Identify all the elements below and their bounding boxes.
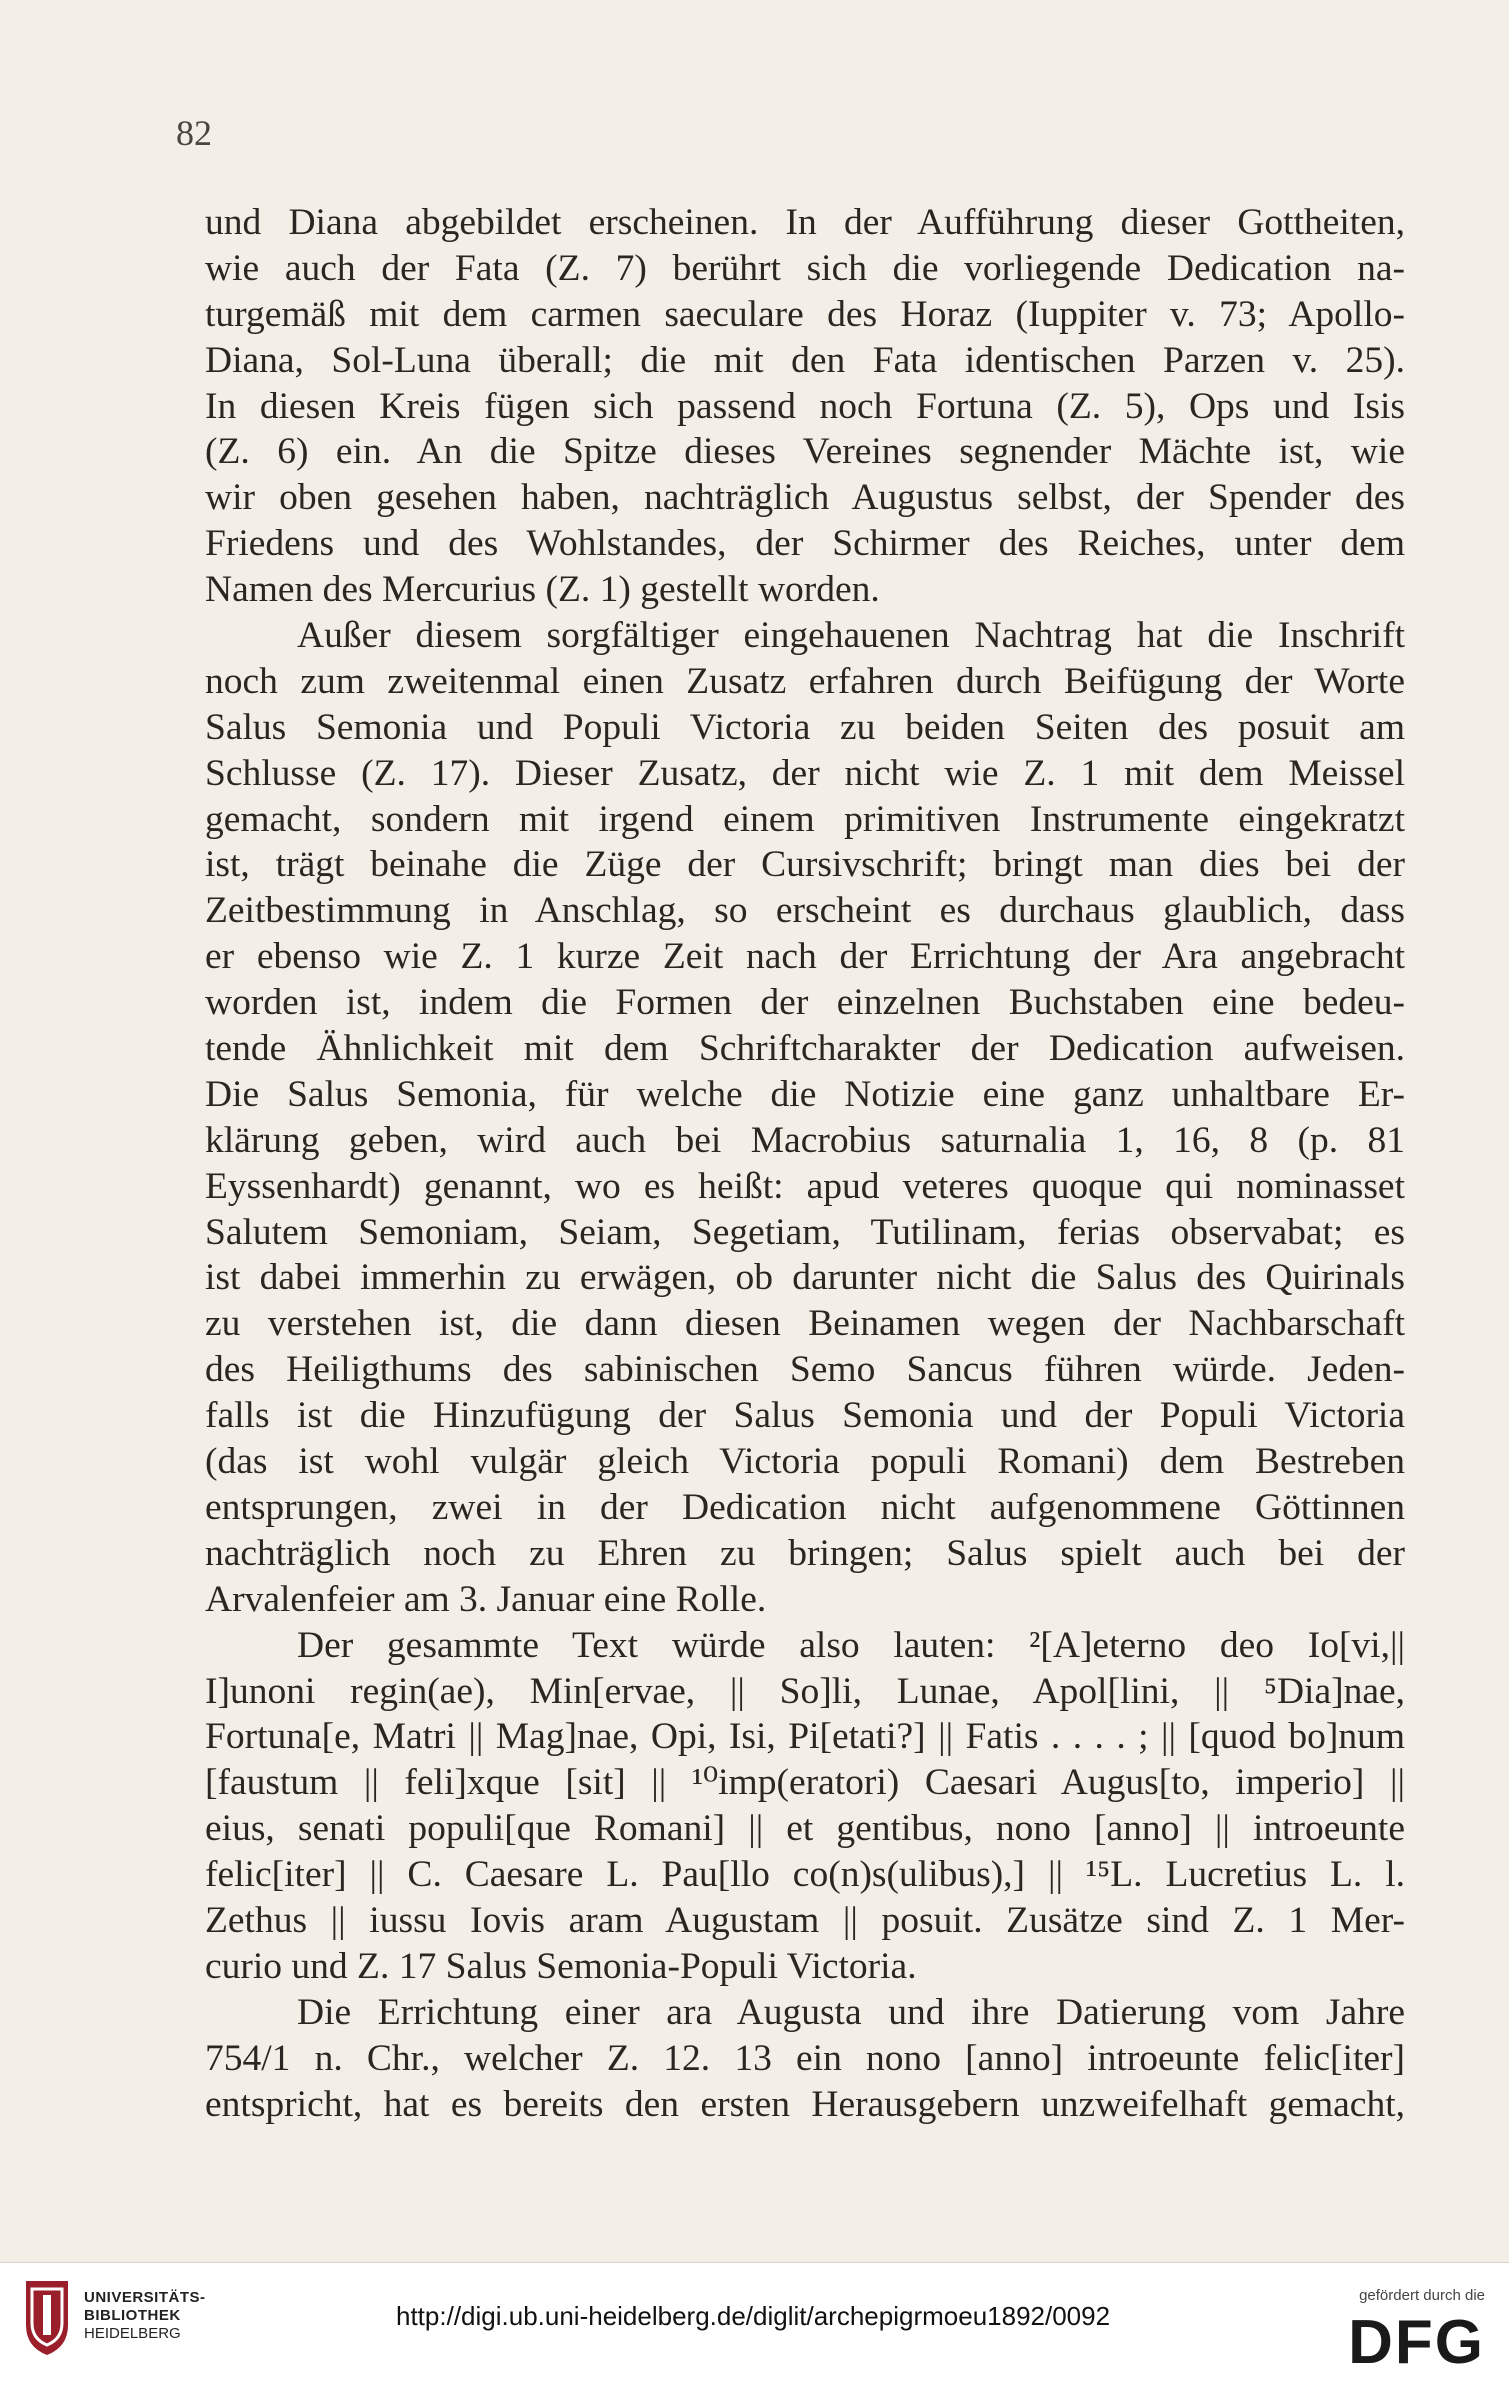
text-line: Zethus || iussu Iovis aram Augustam || posuit. Zusätze sind Z. 1 Mer- [205, 1899, 1405, 1941]
text-line: Namen des Mercurius (Z. 1) gestellt worden. [205, 569, 880, 611]
library-name-line: BIBLIOTHEK [84, 2307, 181, 2324]
text-line: er ebenso wie Z. 1 kurze Zeit nach der Errichtung der Ara angebracht [205, 936, 1405, 978]
text-line: entsprungen, zwei in der Dedication nicht aufgenommene Göttinnen [205, 1486, 1405, 1528]
text-line: Die Errichtung einer ara Augusta und ihre Datierung vom Jahre [297, 1991, 1405, 2033]
library-name [84, 2289, 206, 2343]
text-line: Der gesammte Text würde also lauten: ²[A]eterno deo Io[vi,|| [297, 1624, 1405, 1666]
text-line: Schlusse (Z. 17). Dieser Zusatz, der nicht wie Z. 1 mit dem Meissel [205, 752, 1405, 794]
body-text [205, 200, 1405, 2127]
text-line: (Z. 6) ein. An die Spitze dieses Vereines segnender Mächte ist, wie [205, 431, 1405, 473]
text-line: klärung geben, wird auch bei Macrobius saturnalia 1, 16, 8 (p. 81 [205, 1119, 1405, 1161]
text-line: nachträglich noch zu Ehren zu bringen; Salus spielt auch bei der [205, 1532, 1405, 1574]
university-seal-icon [22, 2275, 72, 2357]
text-line: falls ist die Hinzufügung der Salus Semonia und der Populi Victoria [205, 1395, 1405, 1437]
text-line: 754/1 n. Chr., welcher Z. 12. 13 ein nono [anno] introeunte felic[iter] [205, 2037, 1405, 2079]
text-line: wir oben gesehen haben, nachträglich Augustus selbst, der Spender des [205, 477, 1405, 519]
text-line: I]unoni regin(ae), Min[ervae, || So]li, Lunae, Apol[lini, || ⁵Dia]nae, [205, 1670, 1405, 1712]
text-line: tende Ähnlichkeit mit dem Schriftcharakter der Dedication aufweisen. [205, 1028, 1405, 1070]
library-name-line: UNIVERSITÄTS- [84, 2289, 206, 2306]
text-line: Eyssenhardt) genannt, wo es heißt: apud veteres quoque qui nominasset [205, 1165, 1405, 1207]
source-url-link[interactable]: http://digi.ub.uni-heidelberg.de/diglit/archepigrmoeu1892/0092 [396, 2301, 1111, 2331]
text-line: wie auch der Fata (Z. 7) berührt sich die vorliegende Dedication na- [205, 247, 1405, 289]
text-line: noch zum zweitenmal einen Zusatz erfahren durch Beifügung der Worte [205, 660, 1405, 702]
text-line: (das ist wohl vulgär gleich Victoria populi Romani) dem Bestreben [205, 1441, 1405, 1483]
funding-block [1348, 2287, 1485, 2376]
text-line: [faustum || feli]xque [sit] || ¹⁰imp(eratori) Caesari Augus[to, imperio] || [205, 1762, 1405, 1804]
text-line: Die Salus Semonia, für welche die Notizie eine ganz unhaltbare Er- [205, 1073, 1405, 1115]
text-line: ist dabei immerhin zu erwägen, ob darunter nicht die Salus des Quirinals [205, 1257, 1405, 1299]
text-line: Arvalenfeier am 3. Januar eine Rolle. [205, 1578, 767, 1620]
page-number: 82 [176, 113, 212, 153]
text-line: gemacht, sondern mit irgend einem primitiven Instrumente eingekratzt [205, 798, 1405, 840]
text-line: entspricht, hat es bereits den ersten Herausgebern unzweifelhaft gemacht, [205, 2083, 1405, 2125]
footer-bar [0, 2262, 1509, 2393]
library-name-line: HEIDELBERG [84, 2325, 181, 2342]
text-line: Diana, Sol-Luna überall; die mit den Fata identischen Parzen v. 25). [205, 339, 1405, 381]
text-line: Zeitbestimmung in Anschlag, so erscheint es durchaus glaublich, dass [205, 890, 1405, 932]
text-line: des Heiligthums des sabinischen Semo Sancus führen würde. Jeden- [205, 1349, 1405, 1391]
text-line: ist, trägt beinahe die Züge der Cursivschrift; bringt man dies bei der [205, 844, 1405, 886]
text-line: Salus Semonia und Populi Victoria zu beiden Seiten des posuit am [205, 706, 1405, 748]
dfg-logo: DFG [1348, 2308, 1485, 2377]
text-line: curio und Z. 17 Salus Semonia-Populi Victoria. [205, 1945, 917, 1987]
text-line: Fortuna[e, Matri || Mag]nae, Opi, Isi, Pi[etati?] || Fatis . . . . ; || [quod bo]num [205, 1716, 1405, 1758]
text-line: In diesen Kreis fügen sich passend noch Fortuna (Z. 5), Ops und Isis [205, 385, 1405, 427]
text-line: turgemäß mit dem carmen saeculare des Horaz (Iuppiter v. 73; Apollo- [205, 293, 1405, 335]
text-line: worden ist, indem die Formen der einzelnen Buchstaben eine bedeu- [205, 982, 1405, 1024]
funding-label: gefördert durch die [1359, 2287, 1485, 2304]
text-line: Friedens und des Wohlstandes, der Schirmer des Reiches, unter dem [205, 523, 1405, 565]
text-line: zu verstehen ist, die dann diesen Beinamen wegen der Nachbarschaft [205, 1303, 1405, 1345]
text-line: felic[iter] || C. Caesare L. Pau[llo co(n)s(ulibus),] || ¹⁵L. Lucretius L. l. [205, 1854, 1405, 1896]
text-line: eius, senati populi[que Romani] || et gentibus, nono [anno] || introeunte [205, 1808, 1405, 1850]
text-line: Außer diesem sorgfältiger eingehauenen Nachtrag hat die Inschrift [297, 615, 1405, 657]
text-line: Salutem Semoniam, Seiam, Segetiam, Tutilinam, ferias observabat; es [205, 1211, 1405, 1253]
text-line: und Diana abgebildet erscheinen. In der Aufführung dieser Gottheiten, [205, 202, 1405, 243]
